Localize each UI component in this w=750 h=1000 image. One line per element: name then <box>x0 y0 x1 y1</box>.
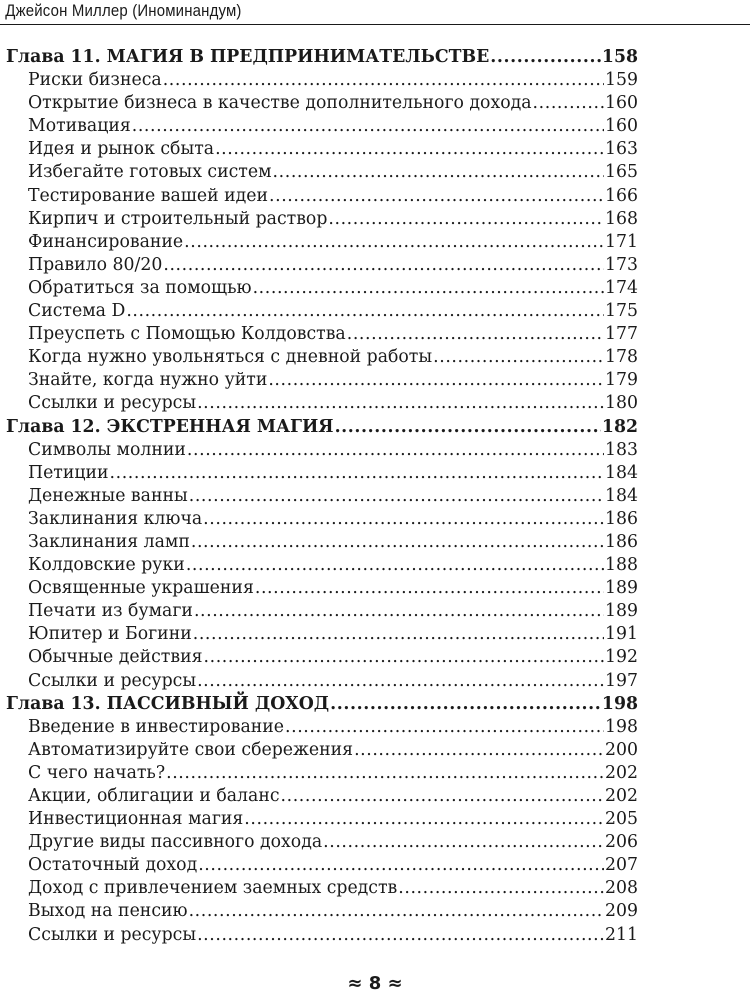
section-title: Доход с привлечением заемных средств <box>28 878 398 899</box>
section-title: Система D <box>28 301 126 322</box>
toc-item-row <box>0 161 750 184</box>
section-title: Инвестиционная магия <box>28 809 244 830</box>
chapter-title: Глава 11. МАГИЯ В ПРЕДПРИНИМАТЕЛЬСТВЕ <box>6 47 490 67</box>
section-title: Финансирование <box>28 231 184 252</box>
dot-leader <box>268 369 604 392</box>
running-header: Джейсон Миллер (Иноминандум) <box>5 1 242 20</box>
dot-leader <box>323 831 604 854</box>
toc-item-row <box>0 485 750 508</box>
page-ref: 182 <box>601 416 638 437</box>
page-number: ≈ 8 ≈ <box>347 973 403 994</box>
dot-leader <box>354 739 604 762</box>
toc-item-row <box>0 577 750 600</box>
toc-item-row <box>0 854 750 877</box>
toc-item-row <box>0 115 750 138</box>
dot-leader <box>330 693 601 716</box>
toc-item-row <box>0 600 750 623</box>
toc-item-row <box>0 531 750 554</box>
section-title: Ссылки и ресурсы <box>28 924 197 945</box>
section-title: Выход на пенсию <box>28 901 188 922</box>
section-title: Акции, облигации и баланс <box>28 786 280 806</box>
section-title: Риски бизнеса <box>28 70 162 91</box>
dot-leader <box>255 577 604 600</box>
dot-leader <box>285 716 604 739</box>
page-ref: 160 <box>605 116 638 137</box>
section-title: Символы молнии <box>28 439 186 460</box>
section-title: Когда нужно увольняться с дневной работы <box>28 347 433 368</box>
page-ref: 173 <box>605 254 638 275</box>
page-ref: 184 <box>605 485 638 506</box>
toc-item-row <box>0 346 750 369</box>
section-title: Ссылки и ресурсы <box>28 393 197 414</box>
section-title: Петиции <box>28 462 109 483</box>
dot-leader <box>197 670 604 693</box>
section-title: Введение в инвестирование <box>28 716 285 737</box>
page-ref: 191 <box>605 624 638 645</box>
page-ref: 189 <box>605 578 638 599</box>
toc-item-row <box>0 254 750 277</box>
page-ref: 174 <box>605 277 638 298</box>
toc-item-row <box>0 646 750 669</box>
toc-item-row <box>0 69 750 92</box>
toc-item-row <box>0 439 750 462</box>
dot-leader <box>186 554 604 577</box>
section-title: Избегайте готовых систем <box>28 162 272 183</box>
page-ref: 177 <box>605 324 638 345</box>
page-ref: 198 <box>601 693 638 714</box>
dot-leader <box>189 485 604 508</box>
page-ref: 175 <box>605 301 638 322</box>
dot-leader <box>197 924 604 947</box>
toc-item-row <box>0 369 750 392</box>
section-title: Освященные украшения <box>28 578 254 599</box>
toc-item-row <box>0 392 750 415</box>
page-ref: 165 <box>605 162 638 183</box>
section-title: Юпитер и Богини <box>28 624 192 645</box>
dot-leader <box>335 416 601 439</box>
toc-item-row <box>0 900 750 923</box>
dot-leader <box>490 46 601 69</box>
page-ref: 184 <box>605 462 638 483</box>
page-ref: 183 <box>605 439 638 460</box>
section-title: Знайте, когда нужно уйти <box>28 370 268 391</box>
table-of-contents <box>0 46 750 947</box>
page-ref: 209 <box>605 901 638 922</box>
dot-leader <box>533 92 604 115</box>
section-title: Преуспеть с Помощью Колдовства <box>28 324 346 345</box>
page-ref: 192 <box>605 647 638 668</box>
page-ref: 178 <box>605 347 638 368</box>
page-ref: 180 <box>605 393 638 414</box>
toc-item-row <box>0 92 750 115</box>
section-title: Обычные действия <box>28 647 203 668</box>
dot-leader <box>194 600 604 623</box>
dot-leader <box>163 254 604 277</box>
dot-leader <box>347 323 604 346</box>
dot-leader <box>328 208 604 231</box>
page-ref: 206 <box>605 832 638 853</box>
dot-leader <box>269 185 604 208</box>
toc-item-row <box>0 716 750 739</box>
dot-leader <box>197 392 604 415</box>
dot-leader <box>281 785 604 808</box>
section-title: Денежные ванны <box>28 485 188 506</box>
toc-item-row <box>0 739 750 762</box>
toc-item-row <box>0 924 750 947</box>
page-ref: 168 <box>605 208 638 229</box>
toc-item-row <box>0 462 750 485</box>
toc-item-row <box>0 785 750 808</box>
section-title: Автоматизируйте свои сбережения <box>28 739 354 760</box>
dot-leader <box>163 69 604 92</box>
page-ref: 179 <box>605 370 638 391</box>
section-title: Печати из бумаги <box>28 601 193 622</box>
section-title: Тестирование вашей идеи <box>28 185 269 206</box>
dot-leader <box>273 161 604 184</box>
toc-item-row <box>0 554 750 577</box>
toc-item-row <box>0 185 750 208</box>
toc-chapter-row <box>0 416 750 439</box>
dot-leader <box>166 762 604 785</box>
toc-item-row <box>0 623 750 646</box>
dot-leader <box>191 531 604 554</box>
page-ref: 163 <box>605 139 638 160</box>
dot-leader <box>433 346 604 369</box>
page-ref: 158 <box>601 47 638 67</box>
header-divider <box>0 24 750 25</box>
toc-chapter-row <box>0 46 750 69</box>
dot-leader <box>193 623 604 646</box>
page-ref: 160 <box>605 93 638 114</box>
section-title: Ссылки и ресурсы <box>28 670 197 691</box>
dot-leader <box>126 300 604 323</box>
toc-item-row <box>0 138 750 161</box>
dot-leader <box>187 439 604 462</box>
dot-leader <box>204 646 604 669</box>
toc-item-row <box>0 277 750 300</box>
section-title: С чего начать? <box>28 762 166 783</box>
section-title: Остаточный доход <box>28 855 198 876</box>
page-ref: 205 <box>605 809 638 830</box>
page-ref: 211 <box>605 924 638 945</box>
dot-leader <box>253 277 604 300</box>
chapter-title: Глава 12. ЭКСТРЕННАЯ МАГИЯ <box>6 416 334 437</box>
dot-leader <box>132 115 604 138</box>
toc-item-row <box>0 508 750 531</box>
page-ref: 198 <box>605 716 638 737</box>
page-ref: 171 <box>605 231 638 252</box>
page-ref: 197 <box>605 670 638 691</box>
page-ref: 202 <box>605 786 638 806</box>
toc-item-row <box>0 231 750 254</box>
toc-item-row <box>0 877 750 900</box>
toc-item-row <box>0 208 750 231</box>
toc-item-row <box>0 670 750 693</box>
page-ref: 208 <box>605 878 638 899</box>
chapter-title: Глава 13. ПАССИВНЫЙ ДОХОД <box>6 693 330 714</box>
dot-leader <box>189 900 604 923</box>
section-title: Заклинания ламп <box>28 531 190 552</box>
section-title: Мотивация <box>28 116 131 137</box>
page-ref: 202 <box>605 762 638 783</box>
page-ref: 188 <box>605 555 638 576</box>
dot-leader <box>184 231 604 254</box>
page-ref: 186 <box>605 508 638 529</box>
toc-item-row <box>0 762 750 785</box>
toc-item-row <box>0 831 750 854</box>
section-title: Идея и рынок сбыта <box>28 139 215 160</box>
dot-leader <box>244 808 604 831</box>
page-ref: 207 <box>605 855 638 876</box>
page-ref: 186 <box>605 531 638 552</box>
page-ref: 189 <box>605 601 638 622</box>
dot-leader <box>198 854 604 877</box>
section-title: Обратиться за помощью <box>28 277 252 298</box>
section-title: Колдовские руки <box>28 555 185 576</box>
dot-leader <box>398 877 604 900</box>
page-ref: 200 <box>605 739 638 760</box>
page-ref: 166 <box>605 185 638 206</box>
toc-item-row <box>0 323 750 346</box>
section-title: Другие виды пассивного дохода <box>28 832 323 853</box>
dot-leader <box>110 462 604 485</box>
section-title: Правило 80/20 <box>28 254 163 275</box>
dot-leader <box>203 508 604 531</box>
toc-chapter-row <box>0 693 750 716</box>
page-ref: 159 <box>605 70 638 91</box>
section-title: Открытие бизнеса в качестве дополнительного дохода <box>28 93 532 114</box>
toc-item-row <box>0 300 750 323</box>
dot-leader <box>215 138 604 161</box>
toc-item-row <box>0 808 750 831</box>
section-title: Кирпич и строительный раствор <box>28 208 328 229</box>
section-title: Заклинания ключа <box>28 508 203 529</box>
